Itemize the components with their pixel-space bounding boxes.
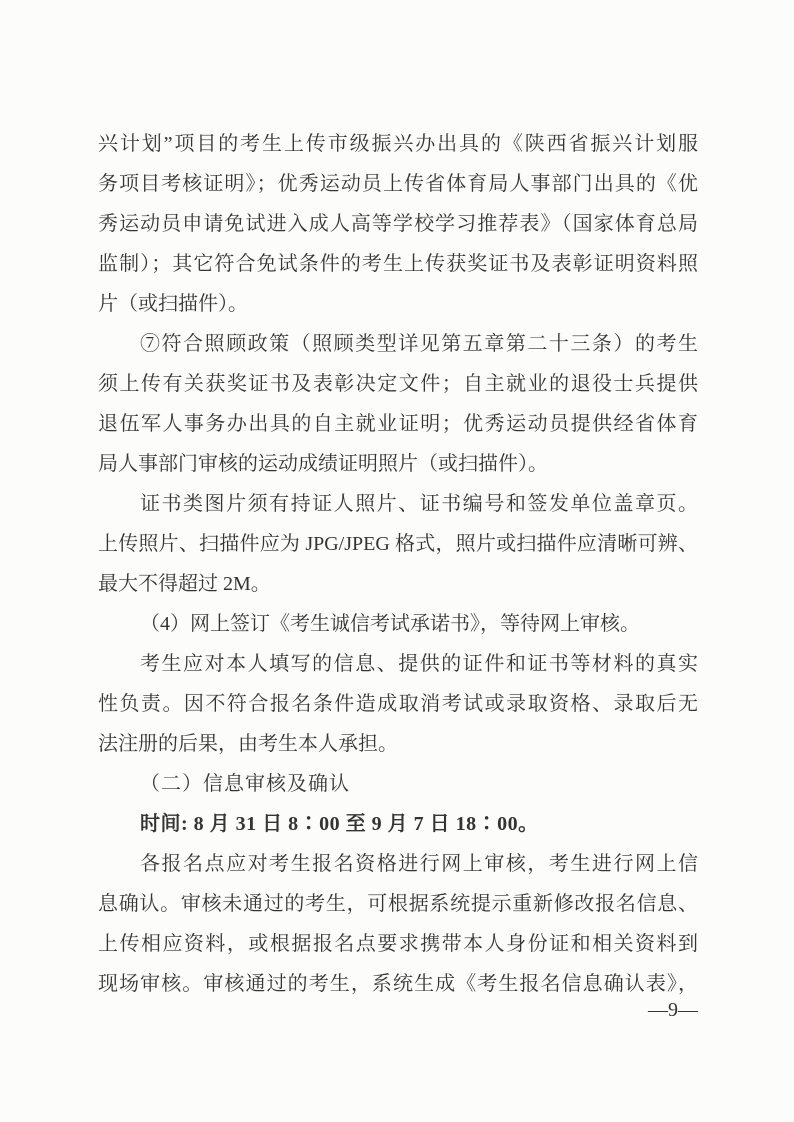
continuation-paragraph-line-3: 秀运动员申请免试进入成人高等学校学习推荐表》（国家体育总局 (98, 213, 698, 235)
item-7-paragraph-line-1: ⑦符合照顾政策（照顾类型详见第五章第二十三条）的考生 (140, 333, 698, 355)
responsibility-paragraph-line-1: 考生应对本人填写的信息、提供的证件和证书等材料的真实 (140, 653, 698, 675)
time-paragraph-line-1: 时间: 8 月 31 日 8∶00 至 9 月 7 日 18∶00。 (140, 813, 539, 835)
certificate-image-paragraph-line-2: 上传照片、扫描件应为 JPG/JPEG 格式，照片或扫描件应清晰可辨、 (98, 533, 698, 555)
section-2-heading-line-1: （二）信息审核及确认 (140, 773, 350, 795)
responsibility-paragraph-line-3: 法注册的后果，由考生本人承担。 (98, 733, 398, 755)
online-review-paragraph-line-1: 各报名点应对考生报名资格进行网上审核，考生进行网上信 (140, 853, 698, 875)
item-7-paragraph-line-4: 局人事部门审核的运动成绩证明照片（或扫描件）。 (98, 453, 548, 475)
document-body (98, 124, 698, 1004)
continuation-paragraph-line-1: 兴计划”项目的考生上传市级振兴办出具的《陕西省振兴计划服 (98, 133, 698, 155)
continuation-paragraph-line-4: 监制）；其它符合免试条件的考生上传获奖证书及表彰证明资料照 (98, 253, 698, 275)
online-review-paragraph-line-2: 息确认。审核未通过的考生，可根据系统提示重新修改报名信息、 (98, 893, 698, 915)
continuation-paragraph-line-5: 片（或扫描件）。 (98, 293, 248, 315)
item-7-paragraph-line-2: 须上传有关获奖证书及表彰决定文件；自主就业的退役士兵提供 (98, 373, 698, 395)
item-7-paragraph-line-3: 退伍军人事务办出具的自主就业证明；优秀运动员提供经省体育 (98, 413, 698, 435)
certificate-image-paragraph-line-3: 最大不得超过 2M。 (98, 573, 271, 595)
online-review-paragraph-line-3: 上传相应资料，或根据报名点要求携带本人身份证和相关资料到 (98, 933, 698, 955)
step-4-paragraph-line-1: （4）网上签订《考生诚信考试承诺书》，等待网上审核。 (140, 613, 640, 635)
responsibility-paragraph-line-2: 性负责。因不符合报名条件造成取消考试或录取资格、录取后无 (98, 693, 698, 715)
certificate-image-paragraph-line-1: 证书类图片须有持证人照片、证书编号和签发单位盖章页。 (140, 493, 698, 515)
page-number: —9— (648, 999, 698, 1021)
online-review-paragraph-line-4: 现场审核。审核通过的考生，系统生成《考生报名信息确认表》， (98, 973, 698, 995)
continuation-paragraph-line-2: 务项目考核证明》；优秀运动员上传省体育局人事部门出具的《优 (98, 173, 698, 195)
